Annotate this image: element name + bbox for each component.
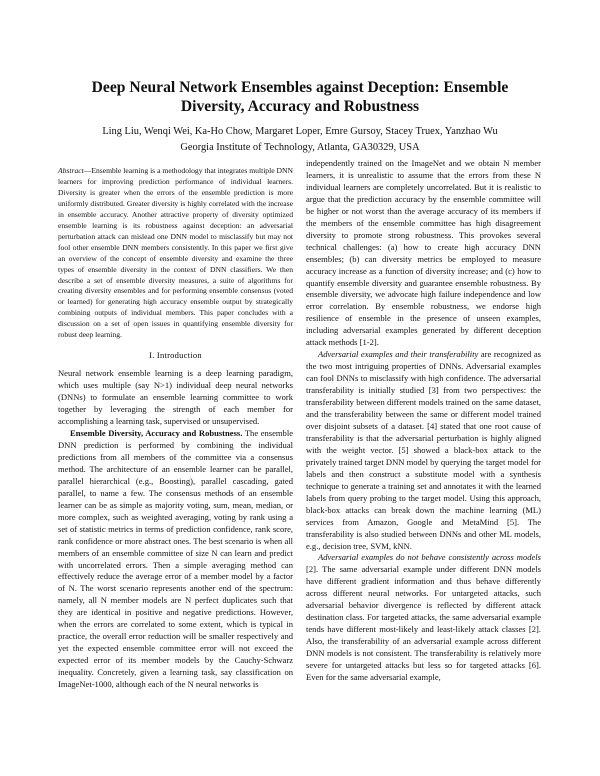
- right-paragraph-2: [306, 349, 541, 552]
- section-heading-introduction: I. Introduction: [149, 350, 202, 361]
- paragraph-lead-ensemble-diversity: Ensemble Diversity, Accuracy and Robustness.: [70, 428, 243, 439]
- paper-title: Deep Neural Network Ensembles against Deception: Ensemble Diversity, Accuracy and Robustness: [91, 79, 509, 115]
- right-paragraph-1: independently trained on the ImageNet and we obtain N member learners, it is unrealistic to assume that the errors from these N individual learners are completely uncorrelated. But it is realistic to argue that the prediction accuracy by the ensemble committee will be higher or not worst than the average accuracy of its members if the members of the ensemble committee has high disagreement diversity to promote strong robustness. This provokes several technical challenges: (a) how to create high accuracy DNN ensembles; (b) can diversity metrics be employed to measure accuracy increase as a function of diversity increase; and (c) how to quantify ensemble diversity and guarantee ensemble robustness. By ensemble diversity, we advocate high failure independence and low error correlation. By ensemble robustness, we endorse high resilience of ensemble in the presence of unseen examples, including adversarial examples generated by different deception attack methods [1-2].: [306, 158, 541, 348]
- left-column: [58, 166, 293, 691]
- paragraph-body-transferability: are recognized as the two most intriguing properties of DNNs. Adversarial examples can fool DNNs to misclassify with high confidence. The adversarial transferability is initially studied [3] from two perspectives: the transferability between different models trained on the same dataset, and the transferability between the same or different model trained over disjoint subsets of a dataset. [4] stated that one root cause of transferability is that the adversarial perturbation is highly aligned with the weight vector. [5] showed a black-box attack to the privately trained target DNN model by querying the target model for labels and then construct a substitute model with a synthesis technique to generate a training set and annotates it with the learned labels from query probing to the target model. Using this approach, black-box attacks can break down the machine learning (ML) services from Amazon, Google and MetaMind [5]. The transferability is also studied between DNNs and other ML models, e.g., decision tree, SVM, kNN.: [306, 349, 541, 551]
- right-column: [306, 158, 541, 684]
- paragraph-body-inconsistency: [2]. The same adversarial example under different DNN models have different gradient information and thus behave differently across different neural networks. For untargeted attacks, such adversarial behavior divergence is reflected by different attack destination class. For targeted attacks, the same adversarial example tends have different most-likely and least-likely attack classes [2]. Also, the transferability of an adversarial example across different DNN models is not consistent. The transferability is relatively more severe for untargeted attacks but less so for targeted attacks [6]. Even for the same adversarial example,: [306, 564, 541, 682]
- paragraph-lead-transferability: Adversarial examples and their transferability: [318, 349, 479, 360]
- author-list: Ling Liu, Wenqi Wei, Ka-Ho Chow, Margaret Loper, Emre Gursoy, Stacey Truex, Yanzhao Wu: [102, 126, 498, 137]
- abstract-text: Ensemble learning is a methodology that integrates multiple DNN learners for improving prediction performance of individual learners. Diversity is greater when the errors of the ensemble prediction is more uniformly distributed. Greater diversity is highly correlated with the increase in ensemble accuracy. Another attractive property of diversity optimized ensemble learning is its robustness against deception: an adversarial perturbation attack can mislead one DNN model to misclassify but may not fool other ensemble DNN members consistently. In this paper we first give an overview of the concept of ensemble diversity and examine the three types of ensemble diversity in the context of DNN classifiers. We then describe a set of ensemble diversity measures, a suite of algorithms for creating diversity ensembles and for performing ensemble consensus (voted or learned) for generating high accuracy ensemble output by strategically combining outputs of individual members. This paper concludes with a discussion on a set of open issues in quantifying ensemble diversity for robust deep learning.: [58, 166, 293, 340]
- intro-paragraph-1: Neural network ensemble learning is a deep learning paradigm, which uses multiple (say N>1) individual deep neural networks (DNNs) to formulate an ensemble learning committee to work together by leveraging the strength of each member for accomplishing a learning task, supervised or unsupervised.: [58, 368, 293, 427]
- abstract-label: Abstract: [58, 166, 84, 175]
- intro-paragraph-2: [58, 428, 293, 691]
- affiliation: Georgia Institute of Technology, Atlanta, GA30329, USA: [180, 142, 420, 153]
- paragraph-body-ensemble-diversity: The ensemble DNN prediction is performed by combining the individual predictions from all members of the committee via a consensus method. The architecture of an ensemble learner can be parallel, parallel hierarchical (e.g., Boosting), parallel cascading, gated parallel, to name a few. The consensus methods of an ensemble learner can be as simple as majority voting, sum, mean, median, or more complex, such as weighted averaging, voting by rank using a set of statistic metrics in terms of prediction confidence, rank score, rank confidence or more abstract ones. The best scenario is when all members of an ensemble committee of size N can learn and predict with uncorrelated errors. Then a simple averaging method can effectively reduce the average error of a member model by a factor of N. The worst scenario represents another end of the spectrum: namely, all N member models are N perfect duplicates such that they are identical in positive and negative predictions. However, when the errors are correlated to some extent, which is typical in practice, the overall error reduction will be smaller respectively and yet the expected ensemble committee error will not exceed the expected error of its member models by the Cauchy-Schwarz inequality. Concretely, given a learning task, say classification on ImageNet-1000, although each of the N neural networks is: [58, 428, 294, 690]
- paragraph-lead-inconsistency: Adversarial examples do not behave consistently across models: [318, 552, 541, 563]
- right-paragraph-3: [306, 552, 541, 683]
- abstract: Abstract—Ensemble learning is a methodology that integrates multiple DNN learners for improving prediction performance of individual learners. Diversity is greater when the errors of the ensemble prediction is more uniformly distributed. Greater diversity is highly correlated with the increase in ensemble accuracy. Another attractive property of diversity optimized ensemble learning is its robustness against deception: an adversarial perturbation attack can mislead one DNN model to misclassify but may not fool other ensemble DNN members consistently. In this paper we first give an overview of the concept of ensemble diversity and examine the three types of ensemble diversity in the context of DNN classifiers. We then describe a set of ensemble diversity measures, a suite of algorithms for creating diversity ensembles and for performing ensemble consensus (voted or learned) for generating high accuracy ensemble output by strategically combining outputs of individual members. This paper concludes with a discussion on a set of open issues in quantifying ensemble diversity for robust deep learning.: [58, 166, 293, 340]
